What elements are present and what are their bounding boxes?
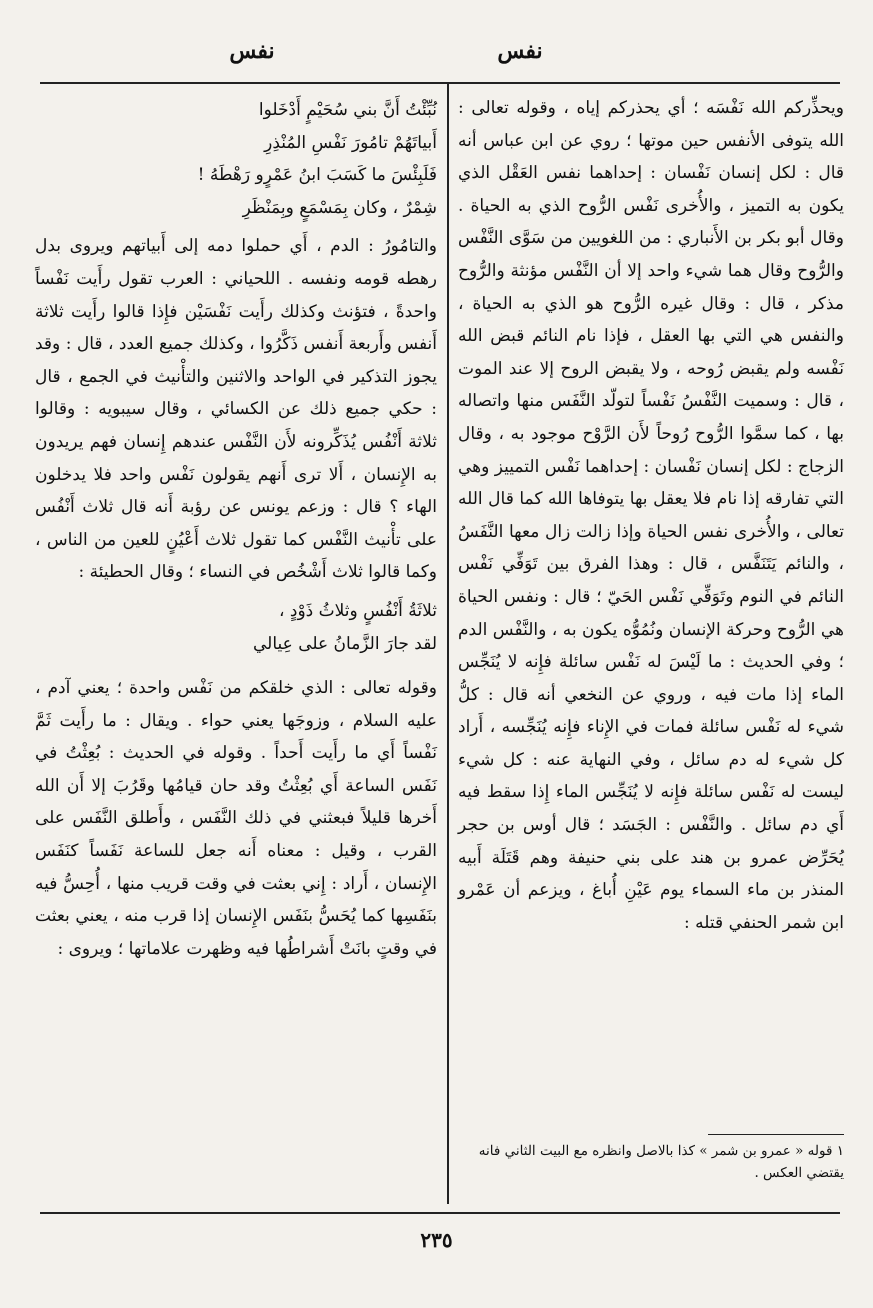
top-rule: [40, 82, 840, 84]
header-left-title: نفس: [229, 38, 275, 64]
left-paragraph-1: والتامُورُ : الدم ، أَي حملوا دمه إلى أَبياتهم ويروى بدل رهطه قومه ونفسه . اللحياني : العرب تقول رأَيت نَفْساً واحدةً ، فتؤنث وكذلك رأَيت نَفْسَيْن فإِذا قالوا رأَيت ثلاثة أَنفس وأَربعة أَنفس ذَكَّرُوا ، وكذلك جميع العدد ، قال : وقد يجوز التذكير في الواحد والاثنين والتأْنيث في الجمع ، قال : حكي جميع ذلك عن الكسائي ، وقال سيبويه : وقالوا ثلاثة أَنْفُس يُذَكِّرونه لأَن النَّفْس عندهم إِنسان فهم يريدون به الإِنسان ، أَلا ترى أَنهم يقولون نَفْس واحد فلا يدخلون الهاء ؟ قال : وزعم يونس عن رؤبة أَنه قال ثلاث أَنْفُس على تأْنيث النَّفْس كما تقول ثلاث أَعْيُنٍ للعين من الناس ، وكما قالوا ثلاث أَشْخُص في النساء ؛ وقال الحطيئة :: [35, 236, 437, 583]
verse-block-2: [35, 589, 437, 672]
verse-line: لقد جارَ الزَّمانُ على عِيالي: [252, 633, 437, 654]
bottom-rule: [40, 1212, 840, 1214]
right-column: [458, 92, 844, 939]
verse-line: ثلاثَةُ أَنْفُسٍ وثلاثُ ذَوْدٍ ،: [279, 600, 437, 621]
footnote-rule: [708, 1134, 844, 1135]
verse-line: فَلَبِئْسَ ما كَسَبَ ابنُ عَمْرٍو رَهْطَهُ !: [197, 165, 437, 186]
verse-line: شِمْرٌ ، وكان بِمَسْمَعٍ وبِمَنْظَرِ: [242, 197, 437, 218]
right-paragraph: ويحذِّركم الله نَفْسَه ؛ أي يحذركم إياه ، وقوله تعالى : الله يتوفى الأنفس حين موتها ؛ روي عن ابن عباس أنه قال : لكل إنسان نَفْسان : إحداهما نفس العَقْل الذي يكون به التميز ، والأُخرى نَفْس الرُّوح الذي به الحياة . وقال أبو بكر بن الأَنباري : من اللغويين من سَوَّى النَّفْس والرُّوح وقال هما شيء واحد إلا أن النَّفْس مؤنثة والرُّوح مذكر ، قال : وقال غيره الرُّوح هو الذي به الحياة ، والنفس هي التي بها العقل ، فإذا نام النائم قبض الله نَفْسه ولم يقبض رُوحه ، ولا يقبض الروح إلا عند الموت ، قال : وسميت النَّفْسُ نَفْساً لتولّد النَّفَس منها واتصاله بها ، كما سمَّوا الرُّوح رُوحاً لأَن الرَّوْح موجود به ، وقال الزجاج : لكل إنسان نَفْسان : إحداهما نَفْس التمييز وهي التي تفارقه إذا نام فلا يعقل بها يتوفاها الله كما قال الله تعالى ، والأُخرى نفس الحياة وإذا زالت زال معها النَّفَسُ ، والنائم يَتَنَفَّس ، قال : وهذا الفرق بين تَوَفِّي نَفْس النائم في النوم وتَوَفِّي نَفْس الحَيّ ؛ قال : ونفس الحياة هي الرُّوح وحركة الإنسان ونُمُوُّه يكون به ، والنَّفْس الدم ؛ وفي الحديث : ما لَيْسَ له نَفْس سائلة فإِنه لا يُنَجِّس الماء إذا مات فيه ، وروي عن النخعي أنه قال : كلُّ شيء له نَفْس سائلة فمات في الإِناء فإِنه يُنَجِّسه ، أَراد كل شيء له دم سائل ، وفي النهاية عنه : كل شيء ليست له نَفْس سائلة فإِنه لا يُنَجِّس الماء إِذا سقط فيه أَي دم سائل . والنَّفْس : الجَسَد ؛ قال أوس بن حجر يُحَرِّض عمرو بن هند على بني حنيفة وهم قَتَلَة أَبيه المنذر بن ماء السماء يوم عَيْنِ أُباغ ، ويزعم أن عَمْرو ابن شمر الحنفي قتله :: [458, 98, 844, 933]
header-right-title: نفس: [497, 38, 543, 64]
page-number: ٢٣٥: [420, 1228, 453, 1252]
column-divider: [447, 84, 449, 1204]
verse-block-1: [35, 92, 437, 230]
footnote: ١ قوله « عمرو بن شمر » كذا بالاصل وانظره مع البيت الثاني فانه يقتضي العكس .: [478, 1143, 844, 1181]
left-column: [35, 92, 437, 965]
verse-line: نُبِّئْتُ أَنَّ بني سُحَيْمٍ أَدْخَلوا: [258, 100, 437, 120]
verse-line: أَبياتَهُمْ تامُورَ نَفْسِ المُنْذِرِ: [264, 132, 437, 153]
left-paragraph-2: وقوله تعالى : الذي خلقكم من نَفْس واحدة ؛ يعني آدم ، عليه السلام ، وزوجَها يعني حواء . ويقال : ما رأَيت ثَمَّ نَفْساً أَي ما رأَيت أَحداً . وقوله في الحديث : بُعِثْتُ في نَفَس الساعة أَي بُعِثْتُ وقد حان قيامُها وقَرُبَ إلا أَن الله أَخرها قليلاً فبعثني في ذلك النَّفَس ، وأَطلق النَّفَس على القرب ، وقيل : معناه أَنه جعل للساعة نَفَساً كنَفَس الإِنسان ، أَراد : إِني بعثت في وقت قريب منها ، أُحِسُّ فيه بنَفَسِها كما يُحَسُّ بنَفَس الإِنسان إذا قرب منه ، يعني بعثت في وقتٍ بانَتْ أَشراطُها فيه وظهرت علاماتها ؛ ويروى :: [35, 678, 437, 959]
